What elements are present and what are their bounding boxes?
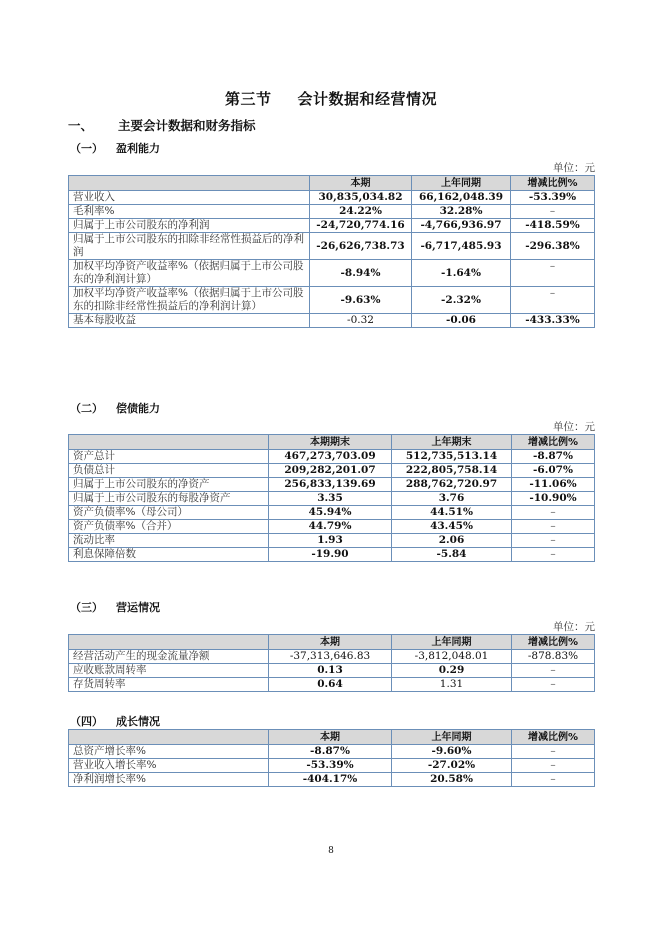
table-row <box>69 745 595 759</box>
row-label: 归属于上市公司股东的每股净资产 <box>69 492 269 506</box>
column-header: 上年同期 <box>412 176 511 191</box>
change-value: – <box>512 534 595 548</box>
table-header-row <box>69 176 595 191</box>
previous-value: 512,735,513.14 <box>392 450 512 464</box>
solvency-table <box>68 434 595 562</box>
table-row <box>69 191 595 205</box>
table-row <box>69 205 595 219</box>
page-title <box>0 88 662 109</box>
operations-table <box>68 634 595 692</box>
column-header: 本期 <box>269 730 392 745</box>
row-label: 负债总计 <box>69 464 269 478</box>
heading-number: 一、 <box>68 118 94 133</box>
section-heading-growth <box>70 713 160 729</box>
table-row <box>69 664 595 678</box>
table-row <box>69 650 595 664</box>
previous-value: -9.60% <box>392 745 512 759</box>
change-value: -10.90% <box>512 492 595 506</box>
page-number: 8 <box>328 846 334 856</box>
section-title: 盈利能力 <box>116 142 160 155</box>
change-value: – <box>511 287 595 314</box>
row-label: 营业收入 <box>69 191 310 205</box>
section-title: 成长情况 <box>116 715 160 728</box>
heading-main-metrics <box>68 116 256 134</box>
unit-label: 单位：元 <box>553 421 595 433</box>
current-value: -37,313,646.83 <box>269 650 392 664</box>
section-title: 营运情况 <box>116 601 160 614</box>
section-heading-solvency <box>70 400 160 416</box>
change-value: – <box>511 205 595 219</box>
row-label: 加权平均净资产收益率%（依据归属于上市公司股东的扣除非经常性损益后的净利润计算） <box>69 287 310 314</box>
row-label: 资产负债率%（合并） <box>69 520 269 534</box>
previous-value: 288,762,720.97 <box>392 478 512 492</box>
column-header: 增减比例% <box>512 730 595 745</box>
row-label: 流动比率 <box>69 534 269 548</box>
current-value: 467,273,703.09 <box>269 450 392 464</box>
previous-value: 222,805,758.14 <box>392 464 512 478</box>
current-value: 30,835,034.82 <box>310 191 412 205</box>
row-label: 经营活动产生的现金流量净额 <box>69 650 269 664</box>
column-header: 上年同期 <box>392 730 512 745</box>
section-number: （一） <box>70 142 103 155</box>
section-heading-operations <box>70 599 160 615</box>
row-label: 存货周转率 <box>69 678 269 692</box>
change-value: -418.59% <box>511 219 595 233</box>
table-header-row <box>69 635 595 650</box>
row-label: 利息保障倍数 <box>69 548 269 562</box>
table-header-row <box>69 730 595 745</box>
row-label: 应收账款周转率 <box>69 664 269 678</box>
column-header: 增减比例% <box>511 176 595 191</box>
previous-value: -27.02% <box>392 759 512 773</box>
table-row <box>69 548 595 562</box>
table-row <box>69 450 595 464</box>
row-label: 净利润增长率% <box>69 773 269 787</box>
unit-label: 单位：元 <box>553 162 595 174</box>
row-label: 归属于上市公司股东的净利润 <box>69 219 310 233</box>
change-value: – <box>512 678 595 692</box>
previous-value: -2.32% <box>412 287 511 314</box>
current-value: 256,833,139.69 <box>269 478 392 492</box>
current-value: -24,720,774.16 <box>310 219 412 233</box>
table-row <box>69 773 595 787</box>
previous-value: -0.06 <box>412 314 511 328</box>
row-label: 归属于上市公司股东的扣除非经常性损益后的净利润 <box>69 233 310 260</box>
section-number: （三） <box>70 601 103 614</box>
section-heading-profitability <box>70 140 160 156</box>
previous-value: 32.28% <box>412 205 511 219</box>
change-value: – <box>512 745 595 759</box>
table-header-row <box>69 435 595 450</box>
change-value: -296.38% <box>511 233 595 260</box>
growth-table <box>68 729 595 787</box>
previous-value: 2.06 <box>392 534 512 548</box>
current-value: 24.22% <box>310 205 412 219</box>
change-value: – <box>512 773 595 787</box>
change-value: -878.83% <box>512 650 595 664</box>
table-row <box>69 314 595 328</box>
table-row <box>69 233 595 260</box>
previous-value: -1.64% <box>412 260 511 287</box>
previous-value: -6,717,485.93 <box>412 233 511 260</box>
current-value: -8.94% <box>310 260 412 287</box>
column-header <box>69 635 269 650</box>
table-row <box>69 492 595 506</box>
column-header <box>69 176 310 191</box>
change-value: -8.87% <box>512 450 595 464</box>
table-row <box>69 464 595 478</box>
current-value: 44.79% <box>269 520 392 534</box>
column-header: 上年期末 <box>392 435 512 450</box>
change-value: – <box>512 664 595 678</box>
section-title: 会计数据和经营情况 <box>297 90 438 108</box>
row-label: 总资产增长率% <box>69 745 269 759</box>
row-label: 资产负债率%（母公司） <box>69 506 269 520</box>
change-value: -11.06% <box>512 478 595 492</box>
previous-value: 1.31 <box>392 678 512 692</box>
change-value: -6.07% <box>512 464 595 478</box>
row-label: 基本每股收益 <box>69 314 310 328</box>
section-title: 偿债能力 <box>116 402 160 415</box>
unit-label: 单位：元 <box>553 621 595 633</box>
change-value: -53.39% <box>511 191 595 205</box>
previous-value: -5.84 <box>392 548 512 562</box>
current-value: 0.64 <box>269 678 392 692</box>
section-number: 第三节 <box>224 90 272 108</box>
column-header: 本期 <box>269 635 392 650</box>
row-label: 营业收入增长率% <box>69 759 269 773</box>
table-row <box>69 219 595 233</box>
column-header: 本期 <box>310 176 412 191</box>
column-header <box>69 730 269 745</box>
table-row <box>69 506 595 520</box>
table-row <box>69 678 595 692</box>
table-row <box>69 534 595 548</box>
section-number: （四） <box>70 715 103 728</box>
section-number: （二） <box>70 402 103 415</box>
change-value: – <box>512 520 595 534</box>
column-header: 增减比例% <box>512 635 595 650</box>
table-row <box>69 520 595 534</box>
current-value: -53.39% <box>269 759 392 773</box>
current-value: 45.94% <box>269 506 392 520</box>
previous-value: 44.51% <box>392 506 512 520</box>
table-row <box>69 478 595 492</box>
column-header: 上年同期 <box>392 635 512 650</box>
current-value: -8.87% <box>269 745 392 759</box>
current-value: -19.90 <box>269 548 392 562</box>
change-value: – <box>511 260 595 287</box>
column-header <box>69 435 269 450</box>
current-value: -26,626,738.73 <box>310 233 412 260</box>
change-value: -433.33% <box>511 314 595 328</box>
heading-text: 主要会计数据和财务指标 <box>118 118 256 133</box>
table-row <box>69 260 595 287</box>
table-row <box>69 287 595 314</box>
previous-value: 0.29 <box>392 664 512 678</box>
table-row <box>69 759 595 773</box>
previous-value: 20.58% <box>392 773 512 787</box>
current-value: 209,282,201.07 <box>269 464 392 478</box>
previous-value: -3,812,048.01 <box>392 650 512 664</box>
row-label: 加权平均净资产收益率%（依据归属于上市公司股东的净利润计算） <box>69 260 310 287</box>
current-value: -9.63% <box>310 287 412 314</box>
change-value: – <box>512 506 595 520</box>
change-value: – <box>512 759 595 773</box>
previous-value: 43.45% <box>392 520 512 534</box>
current-value: -0.32 <box>310 314 412 328</box>
change-value: – <box>512 548 595 562</box>
row-label: 毛利率% <box>69 205 310 219</box>
previous-value: 3.76 <box>392 492 512 506</box>
row-label: 归属于上市公司股东的净资产 <box>69 478 269 492</box>
previous-value: 66,162,048.39 <box>412 191 511 205</box>
current-value: 3.35 <box>269 492 392 506</box>
current-value: 1.93 <box>269 534 392 548</box>
current-value: 0.13 <box>269 664 392 678</box>
column-header: 本期期末 <box>269 435 392 450</box>
previous-value: -4,766,936.97 <box>412 219 511 233</box>
row-label: 资产总计 <box>69 450 269 464</box>
profitability-table <box>68 175 595 328</box>
current-value: -404.17% <box>269 773 392 787</box>
column-header: 增减比例% <box>512 435 595 450</box>
